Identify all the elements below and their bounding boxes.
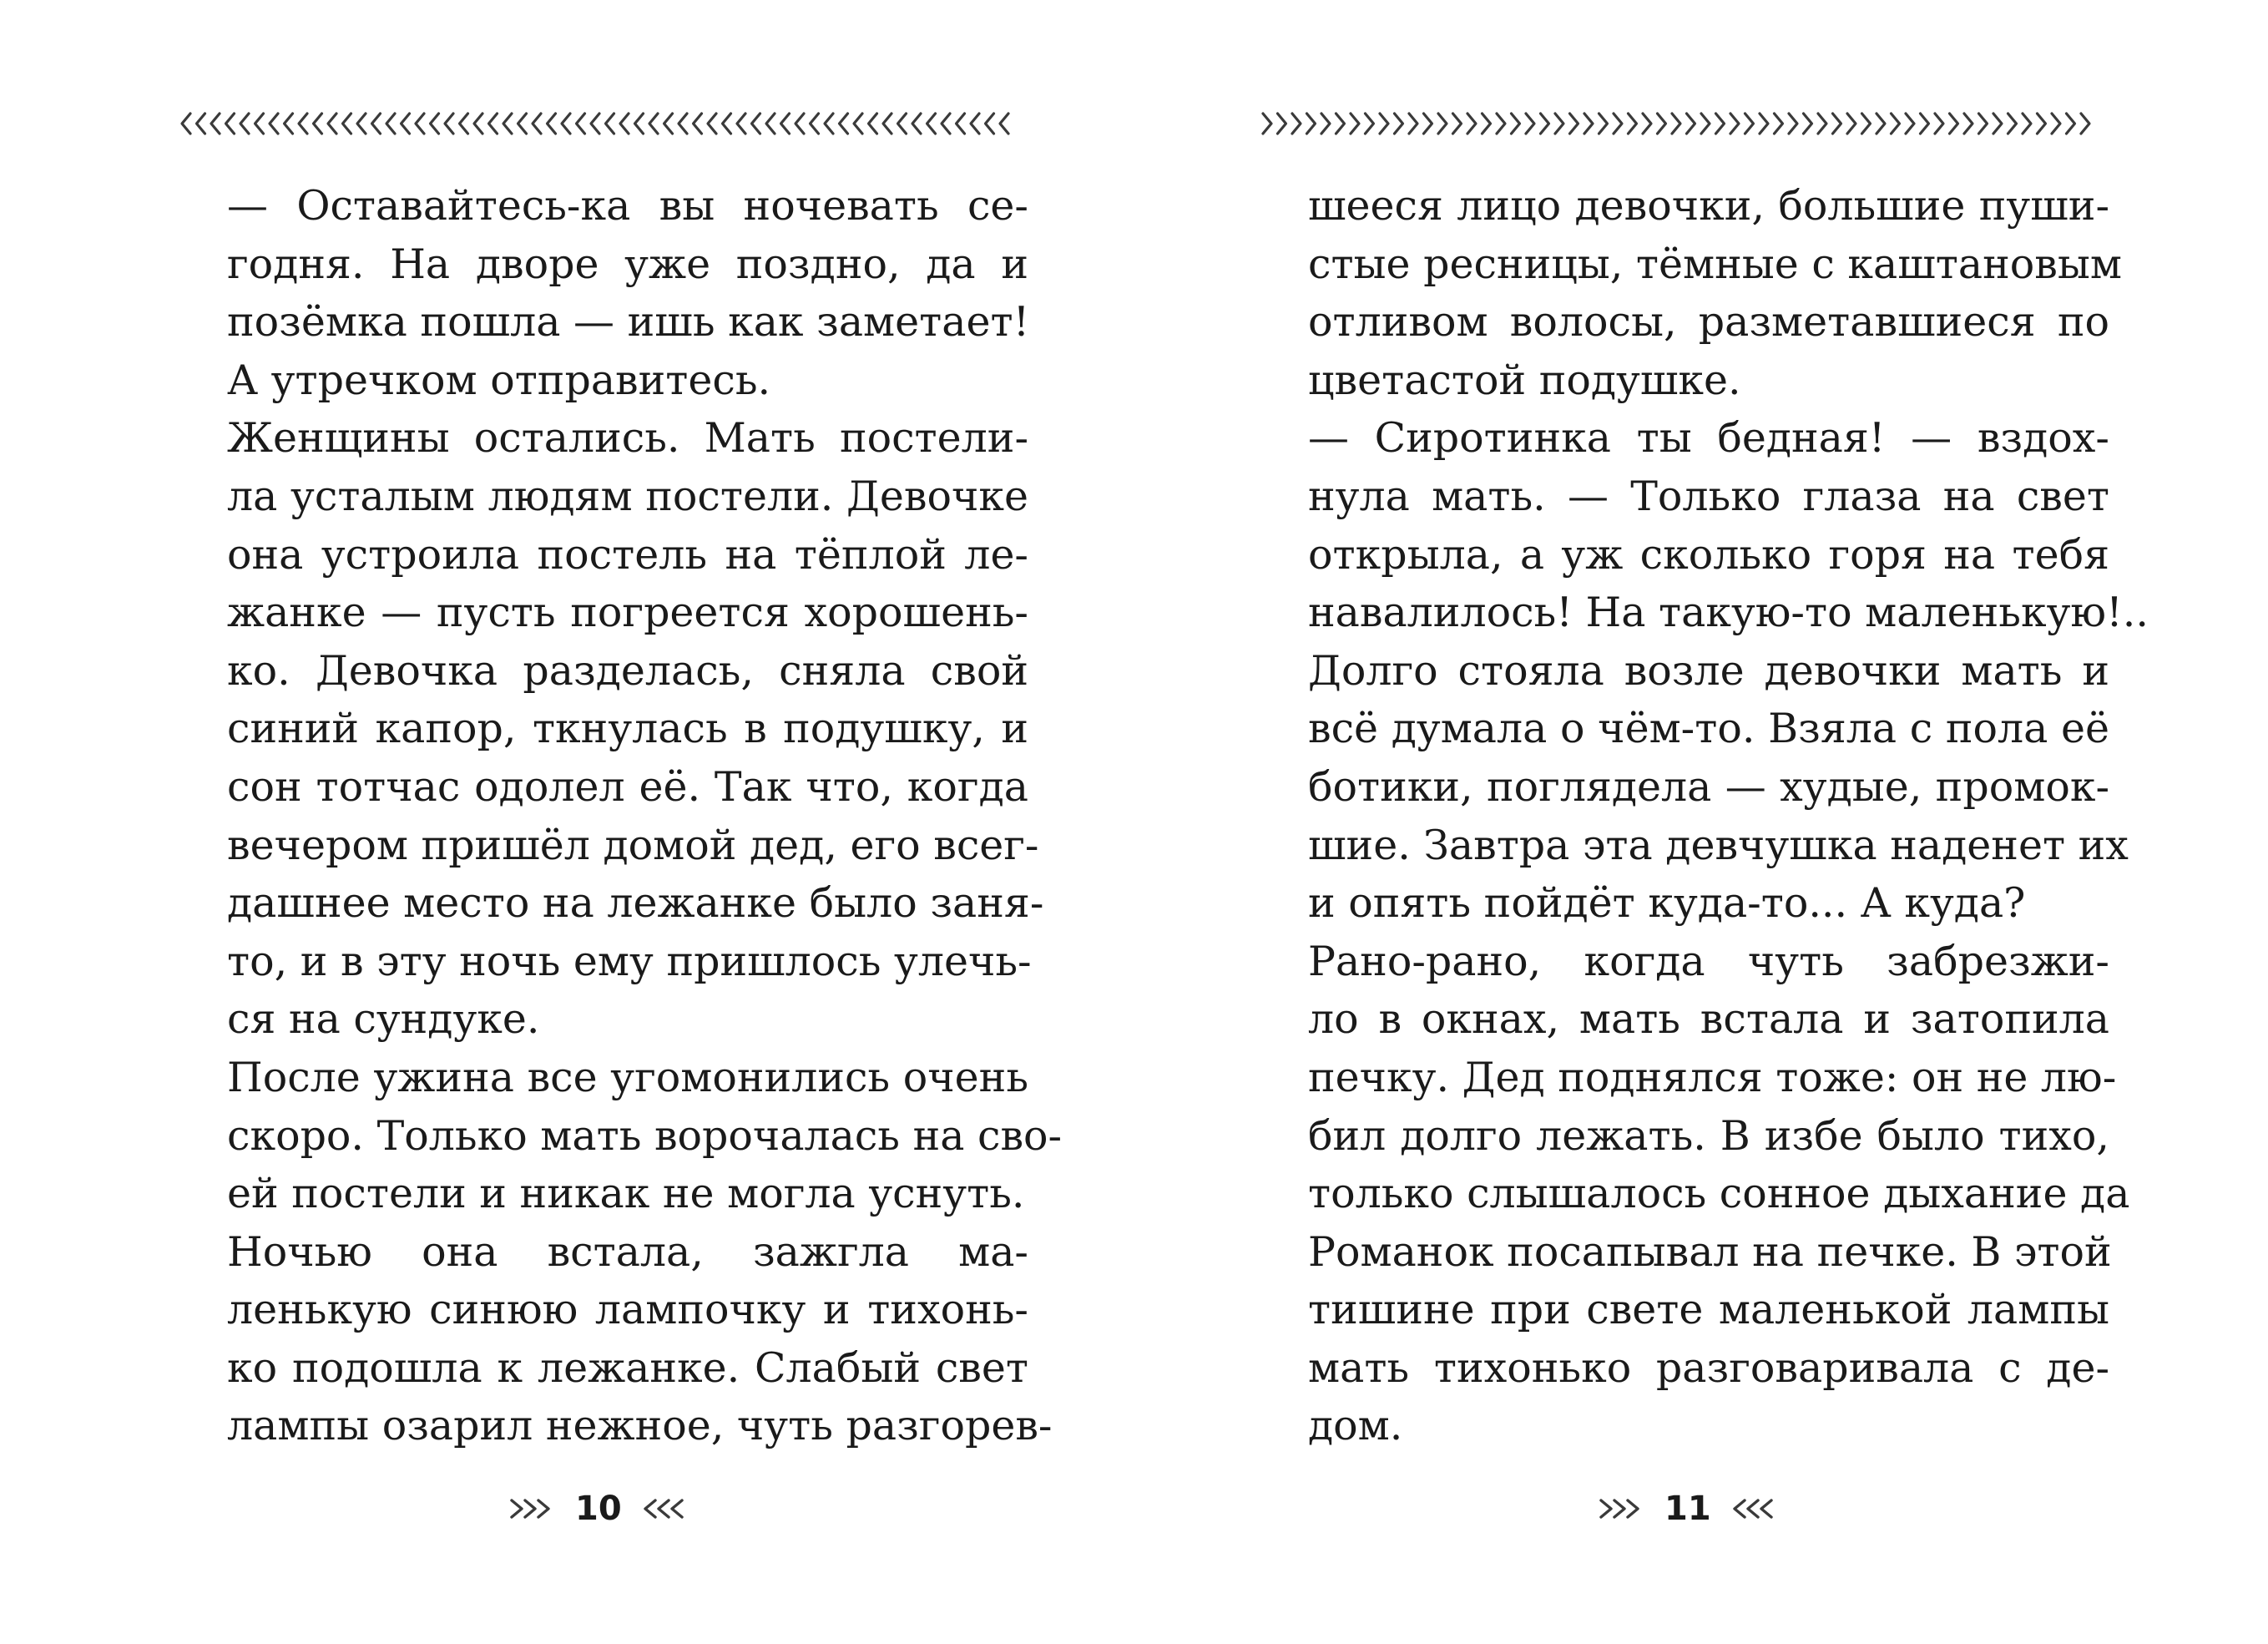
text-line: ко. Девочка разделась, сняла свой	[227, 646, 1028, 695]
text-line: всё думала о чём-то. Взяла с пола её	[1308, 705, 2109, 753]
text-line: ло в окнах, мать встала и затопила	[1308, 995, 2109, 1044]
text-line: Романок посапывал на печке. В этой	[1308, 1227, 2112, 1276]
text-line: ся на сундуке.	[227, 995, 540, 1044]
text-line: стые ресницы, тёмные с каштановым	[1308, 240, 2122, 288]
text-line: тишине при свете маленькой лампы	[1308, 1286, 2109, 1334]
text-line: она устроила постель на тёплой ле-	[227, 530, 1028, 579]
text-line: Долго стояла возле девочки мать и	[1308, 646, 2109, 695]
chevron-left-triple-icon	[640, 1496, 690, 1521]
text-line: дом.	[1308, 1402, 1403, 1450]
text-line: ко подошла к лежанке. Слабый свет	[227, 1343, 1028, 1392]
text-line: годня. На дворе уже поздно, да и	[227, 240, 1028, 288]
text-line: Рано-рано, когда чуть забрезжи-	[1308, 937, 2109, 985]
right-page	[1258, 0, 2149, 1644]
text-line: отливом волосы, разметавшиеся по	[1308, 298, 2109, 347]
paragraph	[177, 1049, 1063, 1223]
right-page-text	[1258, 177, 2149, 1455]
text-line: открыла, а уж сколько горя на тебя	[1308, 530, 2109, 579]
text-line: Ночью она встала, зажгла ма-	[227, 1227, 1028, 1276]
text-line: нула мать. — Только глаза на свет	[1308, 472, 2109, 520]
header-ornament-right	[1258, 104, 2109, 144]
text-line: бил долго лежать. В избе было тихо,	[1308, 1111, 2109, 1160]
left-page	[177, 0, 1063, 1644]
text-line: — Сиротинка ты бедная! — вздох-	[1308, 414, 2109, 463]
page-number: 10	[575, 1490, 622, 1528]
text-line: позёмка пошла — ишь как заметает!	[227, 298, 1030, 347]
paragraph	[1258, 933, 2130, 1455]
paragraph	[177, 409, 1044, 1049]
text-line: только слышалось сонное дыхание да	[1308, 1170, 2130, 1218]
chevron-right-triple-icon	[507, 1496, 557, 1521]
text-line: вечером пришёл домой дед, его всег-	[227, 821, 1039, 869]
text-line: шие. Завтра эта девчушка наденет их	[1308, 821, 2129, 869]
text-line: дашнее место на лежанке было заня-	[227, 879, 1044, 928]
paragraph	[1258, 409, 2149, 641]
header-ornament-left	[177, 104, 1028, 144]
text-line: и опять пойдёт куда-то... А куда?	[1308, 879, 2026, 928]
left-page-text	[177, 177, 1063, 1455]
text-line: скоро. Только мать ворочалась на сво-	[227, 1111, 1063, 1160]
text-line: жанке — пусть погреется хорошень-	[227, 589, 1028, 637]
text-line: цветастой подушке.	[1308, 356, 1741, 404]
text-line: шееся лицо девочки, большие пуши-	[1308, 182, 2109, 230]
text-line: мать тихонько разговаривала с де-	[1308, 1343, 2109, 1392]
chevron-right-triple-icon	[1596, 1496, 1646, 1521]
paragraph	[177, 1223, 1053, 1455]
text-line: ботики, поглядела — худые, промок-	[1308, 762, 2109, 811]
text-line: — Оставайтесь-ка вы ночевать се-	[227, 182, 1028, 230]
right-page-footer	[1258, 1480, 2109, 1538]
page-number: 11	[1664, 1490, 1711, 1528]
text-line: навалилось! На такую-то маленькую!..	[1308, 589, 2149, 637]
text-line: синий капор, ткнулась в подушку, и	[227, 705, 1028, 753]
paragraph	[1258, 177, 2122, 409]
text-line: сон тотчас одолел её. Так что, когда	[227, 762, 1028, 811]
text-line: А утречком отправитесь.	[227, 356, 771, 404]
text-line: ла усталым людям постели. Девочке	[227, 472, 1028, 520]
text-line: печку. Дед поднялся тоже: он не лю-	[1308, 1053, 2117, 1101]
text-line: ленькую синюю лампочку и тихонь-	[227, 1286, 1028, 1334]
text-line: лампы озарил нежное, чуть разгорев-	[227, 1402, 1053, 1450]
text-line: После ужина все угомонились очень	[227, 1053, 1028, 1101]
text-line: то, и в эту ночь ему пришлось улечь-	[227, 937, 1032, 985]
paragraph	[177, 177, 1028, 409]
left-page-footer	[177, 1480, 1028, 1538]
text-line: Женщины остались. Мать постели-	[227, 414, 1028, 463]
paragraph	[1258, 642, 2129, 933]
text-line: ей постели и никак не могла уснуть.	[227, 1170, 1025, 1218]
chevron-left-triple-icon	[1730, 1496, 1780, 1521]
